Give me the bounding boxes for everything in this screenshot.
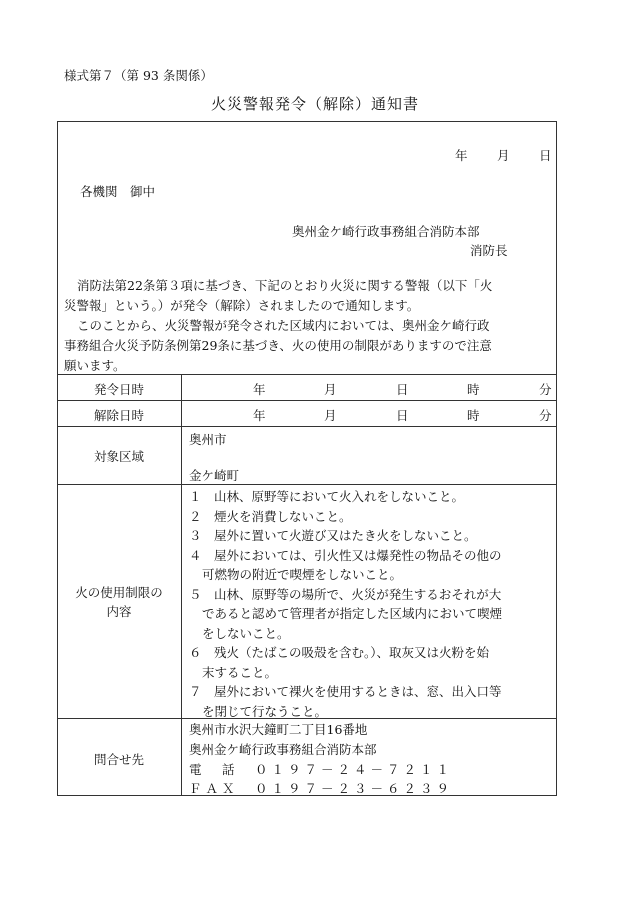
document-title: 火災警報発令（解除）通知書 [210, 95, 419, 113]
sender-title: 消防長 [470, 243, 508, 258]
body-paragraph-2-line-2: 事務組合火災予防条例第29条に基づき、火の使用の制限がありますので注意 [64, 338, 492, 353]
cancel-hour-unit: 時 [467, 408, 480, 423]
sender-organization: 奥州金ケ崎行政事務組合消防本部 [292, 224, 480, 239]
issue-minute-unit: 分 [539, 382, 552, 397]
restriction-item-continued: であると認めて管理者が指定した区域内において喫煙 [202, 606, 503, 621]
contact-organization: 奥州金ケ崎行政事務組合消防本部 [189, 742, 377, 757]
cancel-datetime-label: 解除日時 [93, 408, 144, 423]
body-paragraph-2-line-1: このことから、火災警報が発令された区域内においては、奥州金ケ崎行政 [77, 318, 490, 333]
restriction-label-line-1: 火の使用制限の [75, 585, 163, 600]
table-rule [57, 400, 557, 401]
body-paragraph-1-line-1: 消防法第22条第３項に基づき、下記のとおり火災に関する警報（以下「火 [77, 278, 493, 293]
date-month-label: 月 [497, 148, 510, 163]
addressee: 各機関 御中 [80, 184, 156, 199]
body-paragraph-1-line-2: 災警報」という。）が発令（解除）されましたので通知します。 [64, 298, 420, 313]
contact-phone: 電 話 ０１９７－２４－７２１１ [189, 762, 454, 777]
restriction-item: ５ 山林、原野等の場所で、火災が発生するおそれが大 [189, 587, 502, 602]
restriction-item: １ 山林、原野等において火入れをしないこと。 [189, 489, 465, 504]
table-top-rule [57, 374, 557, 375]
issue-day-unit: 日 [396, 382, 409, 397]
restriction-label-line-2: 内容 [106, 604, 132, 619]
cancel-day-unit: 日 [396, 408, 409, 423]
restriction-item: ６ 残火（たばこの吸殻を含む。）、取灰又は火粉を始 [189, 645, 490, 660]
contact-address: 奥州市水沢大鐘町二丁目16番地 [189, 722, 368, 737]
issue-year-unit: 年 [253, 382, 266, 397]
contact-fax: ＦＡＸ ０１９７－２３－６２３９ [189, 781, 454, 796]
restriction-item: ２ 煙火を消費しないこと。 [189, 509, 352, 524]
cancel-year-unit: 年 [253, 408, 266, 423]
body-paragraph-2-line-3: 願います。 [64, 358, 126, 373]
issue-datetime-label: 発令日時 [93, 382, 144, 397]
restriction-item: ７ 屋外において裸火を使用するときは、窓、出入口等 [189, 684, 502, 699]
restriction-item-continued: 末すること。 [202, 665, 278, 680]
target-area-town: 金ケ崎町 [189, 468, 240, 483]
issue-hour-unit: 時 [467, 382, 480, 397]
table-column-divider [181, 374, 182, 796]
date-day-label: 日 [539, 148, 552, 163]
target-area-city: 奥州市 [189, 432, 227, 447]
restriction-item-continued: を閉じて行なうこと。 [202, 704, 328, 719]
target-area-label: 対象区域 [93, 449, 144, 464]
contact-label: 問合せ先 [93, 752, 144, 767]
restriction-item: ３ 屋外に置いて火遊び又はたき火をしないこと。 [189, 528, 477, 543]
table-rule [57, 426, 557, 427]
form-number-label: 様式第７（第 93 条関係） [64, 68, 213, 83]
date-year-label: 年 [455, 148, 468, 163]
table-rule [57, 484, 557, 485]
cancel-month-unit: 月 [324, 408, 337, 423]
cancel-minute-unit: 分 [539, 408, 552, 423]
restriction-item-continued: をしないこと。 [202, 626, 290, 641]
restriction-item-continued: 可燃物の附近で喫煙をしないこと。 [202, 567, 403, 582]
restriction-item: ４ 屋外においては、引火性又は爆発性の物品その他の [189, 548, 502, 563]
issue-month-unit: 月 [324, 382, 337, 397]
